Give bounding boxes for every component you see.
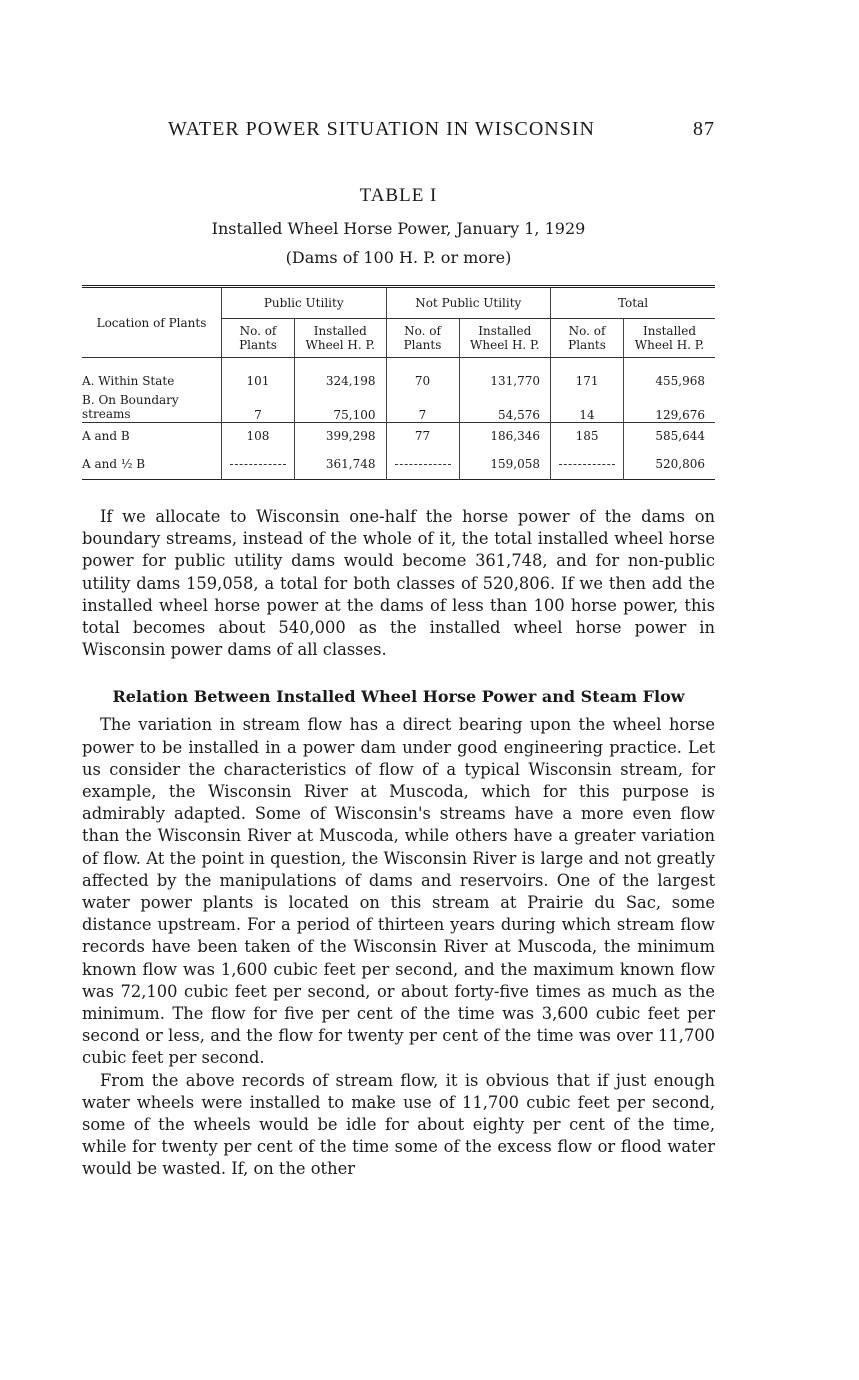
table-row [82,370,715,392]
paragraph: From the above records of stream flow, it is obvious that if just enough water wheels were installed to make use of 11,700 cubic feet per second, some of the wheels would be idle for about eighty per cent of the time, while for twenty per cent of the time some of the excess flow or flood water would be wasted. If, on the other [82,1070,715,1179]
row-label: B. On Boundary streams [82,393,179,421]
group-header-public-utility: Public Utility [221,287,386,319]
cell: 159,058 [459,449,551,480]
table-caption: Installed Wheel Horse Power, January 1, 1929 [211,219,586,238]
cell: 399,298 [294,423,386,450]
empty-cell [221,449,294,480]
paragraph: If we allocate to Wisconsin one-half the horse power of the dams on boundary streams, instead of the whole of it, the total installed wheel horse power for public utility dams would become 361,748, and for non-public utility dams 159,058, a total for both classes of 520,806. If we then add the installed wheel horse power at the dams of less than 100 horse power, this total becomes about 540,000 as the installed wheel horse power in Wisconsin power dams of all classes. [82,507,715,660]
empty-cell [386,449,459,480]
row-label: A and B [82,423,221,450]
cell: 455,968 [624,370,715,392]
cell: 54,576 [459,392,551,423]
table-row [82,392,715,423]
running-title: WATER POWER SITUATION IN WISCONSIN [168,118,595,140]
empty-cell [551,449,624,480]
cell: 70 [386,370,459,392]
running-head [82,118,715,141]
paragraph: The variation in stream flow has a direct bearing upon the wheel horse power to be installed in a power dam under good engineering practice. Let us consider the characteristics of flow of a typical Wisconsin stream, for example, the Wisconsin River at Muscoda, which for this purpose is admirably adapted. Some of Wisconsin's streams have a more even flow than the Wisconsin River at Muscoda, while others have a greater variation of flow. At the point in question, the Wisconsin River is large and not greatly affected by the manipulations of dams and reservoirs. One of the largest water power plants is located on this stream at Prairie du Sac, some distance upstream. For a period of thirteen years during which stream flow records have been taken of the Wisconsin River at Muscoda, the minimum known flow was 1,600 cubic feet per second, and the maximum known flow was 72,100 cubic feet per second, or about forty-five times as much as the minimum. The flow for five per cent of the time was 3,600 cubic feet per second or less, and the flow for twenty per cent of the time was over 11,700 cubic feet per second. [82,715,715,1068]
table-row [82,423,715,450]
group-header-not-public-utility: Not Public Utility [386,287,551,319]
row-label: A and ½ B [82,457,146,471]
group-header-total: Total [551,287,715,319]
cell: 101 [221,370,294,392]
col-header-plants: No. of Plants [386,319,459,358]
book-page [82,118,715,1181]
section-heading: Relation Between Installed Wheel Horse Power and Steam Flow [112,687,685,707]
row-header: Location of Plants [82,287,221,358]
page-number: 87 [693,118,715,140]
cell: 324,198 [294,370,386,392]
col-header-plants: No. of Plants [221,319,294,358]
cell: 7 [386,392,459,423]
horse-power-table [82,285,715,480]
cell: 108 [221,423,294,450]
table-label: TABLE I [359,185,438,206]
col-header-hp: Installed Wheel H. P. [294,319,386,358]
col-header-hp: Installed Wheel H. P. [459,319,551,358]
cell: 131,770 [459,370,551,392]
cell: 186,346 [459,423,551,450]
table-subcaption: (Dams of 100 H. P. or more) [285,248,512,267]
col-header-hp: Installed Wheel H. P. [624,319,715,358]
cell: 75,100 [294,392,386,423]
cell: 14 [551,392,624,423]
cell: 77 [386,423,459,450]
cell: 185 [551,423,624,450]
cell: 7 [221,392,294,423]
cell: 129,676 [624,392,715,423]
cell: 171 [551,370,624,392]
cell: 585,644 [624,423,715,450]
cell: 361,748 [294,449,386,480]
col-header-plants: No. of Plants [551,319,624,358]
cell: 520,806 [624,449,715,480]
row-label: A. Within State [82,374,175,388]
table-row [82,449,715,480]
